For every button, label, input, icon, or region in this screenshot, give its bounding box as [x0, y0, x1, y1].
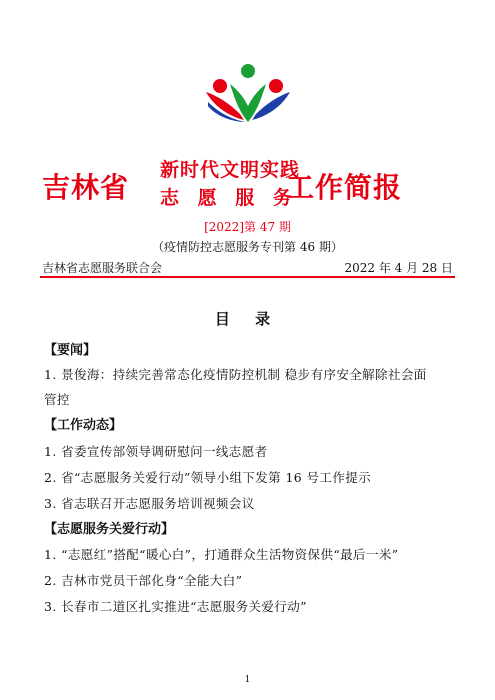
toc-item: 2. 省“志愿服务关爱行动”领导小组下发第 16 号工作提示	[44, 470, 372, 485]
masthead-subtitle-line2: 志 愿 服 务	[160, 187, 298, 209]
toc-section-heading: 【要闻】	[44, 343, 97, 358]
toc-item: 1. “志愿红”搭配“暖心白”，打通群众生活物资保供“最后一米”	[44, 547, 399, 562]
page-number: 1	[244, 675, 251, 685]
issue-number: [2022]第 47 期	[204, 220, 291, 234]
publish-date: 2022 年 4 月 28 日	[344, 261, 453, 275]
toc-item: 管控	[44, 392, 70, 407]
toc-title: 目 录	[214, 310, 281, 328]
toc-item: 3. 省志联召开志愿服务培训视频会议	[44, 496, 255, 511]
toc-section-heading: 【工作动态】	[44, 418, 123, 433]
toc-section-heading: 【志愿服务关爱行动】	[44, 522, 175, 537]
masthead-province: 吉林省	[42, 171, 130, 204]
special-issue: （疫情防控志愿服务专刊第 46 期）	[152, 240, 343, 254]
header-divider	[40, 276, 455, 278]
toc-item: 1. 景俊海：持续完善常态化疫情防控机制 稳步有序安全解除社会面	[44, 367, 427, 382]
toc-item: 1. 省委宣传部领导调研慰问一线志愿者	[44, 444, 268, 459]
publisher-org: 吉林省志愿服务联合会	[42, 261, 163, 275]
toc-item: 2. 吉林市党员干部化身“全能大白”	[44, 573, 243, 588]
volunteer-logo-icon	[198, 62, 298, 124]
toc-item: 3. 长春市二道区扎实推进“志愿服务关爱行动”	[44, 599, 307, 614]
masthead-brief: 工作简报	[286, 171, 403, 204]
masthead-subtitle-line1: 新时代文明实践	[160, 159, 301, 181]
